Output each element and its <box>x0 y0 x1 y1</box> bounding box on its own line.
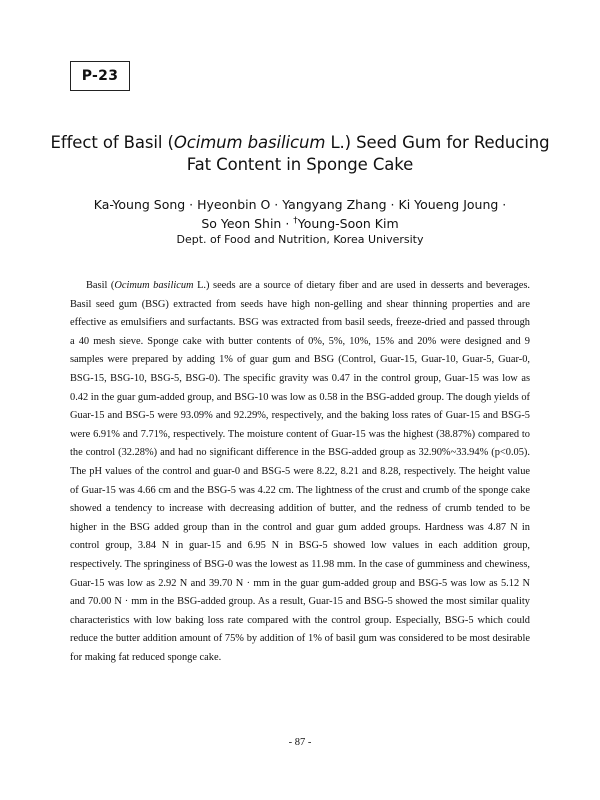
title-line-2: Fat Content in Sponge Cake <box>186 155 414 174</box>
corresponding-author-name: Young-Soon Kim <box>297 216 399 231</box>
page-number: - 87 - <box>288 737 312 748</box>
title-line-1 <box>40 132 560 154</box>
paper-title <box>40 132 560 176</box>
authors-line-2-start: So Yeon Shin · <box>201 216 294 231</box>
abstract-body <box>70 277 530 667</box>
title-text-end: L.) Seed Gum for Reducing <box>325 133 550 152</box>
authors-line-1: Ka-Young Song · Hyeonbin O · Yangyang Zhang · Ki Youeng Joung · <box>93 197 507 212</box>
authors-line-2 <box>40 214 560 233</box>
affiliation: Dept. of Food and Nutrition, Korea University <box>176 233 424 246</box>
abstract-lead: Basil ( <box>86 280 115 291</box>
author-list <box>40 195 560 233</box>
poster-id-badge <box>70 61 130 91</box>
title-text-start: Effect of Basil ( <box>50 133 174 152</box>
abstract-species-name: Ocimum basilicum <box>114 280 194 291</box>
title-species-name: Ocimum basilicum <box>173 133 326 152</box>
poster-id-label: P-23 <box>81 68 119 84</box>
corresponding-author-mark: † <box>293 215 298 226</box>
abstract-text: L.) seeds are a source of dietary fiber and are used in desserts and beverages. Basil seed gum (BSG) extracted from seeds have high non-gelling and shear thinning properties and are effective as emulsifiers and surfactants. BSG was extracted from basil seeds, freeze-dried and passed through a 40 mesh sieve. Sponge cake with butter contents of 0%, 5%, 10%, 15% and 20% were designed and 9 samples were prepared by adding 1% of guar gum and BSG (Control, Guar-15, Guar-10, Guar-5, Guar-0, BSG-15, BSG-10, BSG-5, BSG-0). The specific gravity was 0.47 in the control group, Guar-15 was low as 0.42 in the guar gum-added group, and BSG-10 was low as 0.58 in the BSG-added group. The dough yields of Guar-15 and BSG-5 were 93.09% and 92.29%, respectively, and the baking loss rates of Guar-15 and BSG-5 were 6.91% and 7.71%, respectively. The moisture content of Guar-15 was the highest (38.87%) compared to the control (32.28%) and had no significant difference in the BSG-added group as 32.90%~33.94% (p<0.05). The pH values of the control and guar-0 and BSG-5 were 8.22, 8.21 and 8.28, respectively. The height value of Guar-15 was 4.66 cm and the BSG-5 was 4.22 cm. The lightness of the crust and crumb of the sponge cake showed a tendency to increase with decreasing addition of butter, and the redness of crumb tended to be higher in the BSG added group than in the control and guar gum added groups. Hardness was 4.87 N in control group, 3.84 N in guar-15 and 6.95 N in BSG-5 showed low values in each addition group, respectively. The springiness of BSG-0 was the lowest as 11.98 mm. In the case of gumminess and chewiness, Guar-15 was low as 2.92 N and 39.70 N · mm in the guar gum-added group and BSG-5 was low as 5.12 N and 70.00 N · mm in the BSG-added group. As a result, Guar-15 and BSG-5 showed the most similar quality characteristics with low baking loss rate compared with the control group. Especially, BSG-5 which could reduce the butter addition amount of 75% by addition of 1% of basil gum was considered to be most desirable for making fat reduced sponge cake. <box>70 280 530 663</box>
